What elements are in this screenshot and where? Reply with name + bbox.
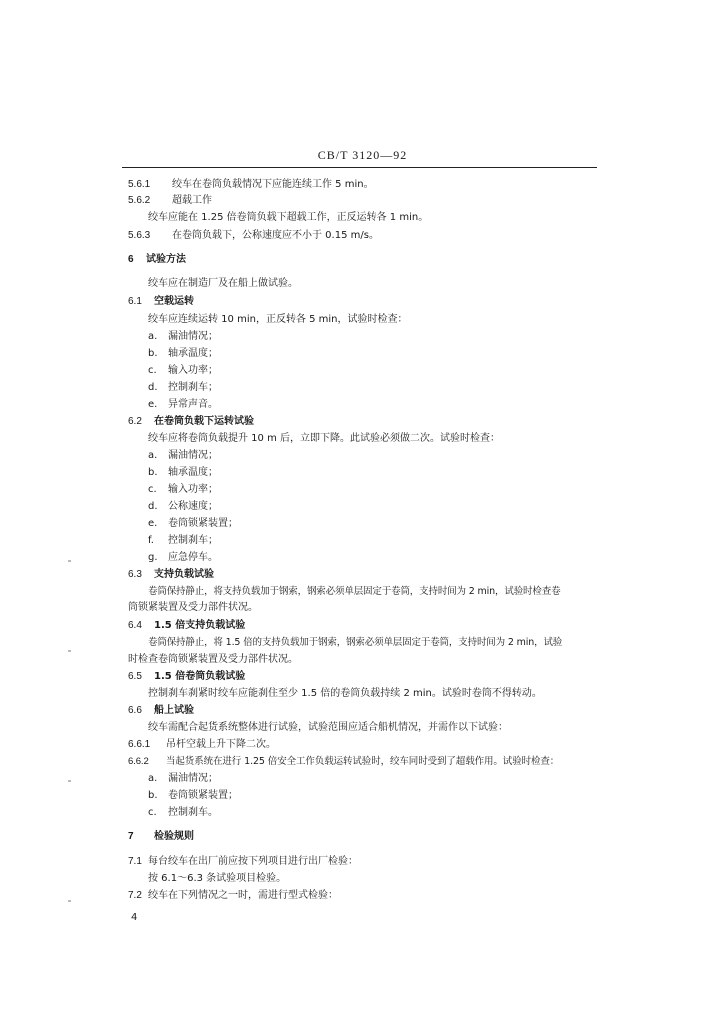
clause-6-2-body: 绞车应将卷筒负载提升 10 m 后，立即下降。此试验必须做二次。试验时检查：	[148, 433, 501, 444]
clause-title: 1.5 倍支持负载试验	[154, 620, 246, 631]
list-item: f. 控制刹车；	[148, 535, 218, 546]
list-item: a. 漏油情况；	[148, 773, 218, 784]
clause-title: 空载运转	[154, 296, 194, 307]
clause-title: 支持负载试验	[154, 569, 214, 580]
clause-6-3-heading	[128, 568, 214, 582]
list-item: a. 漏油情况；	[148, 450, 218, 461]
clause-number: 6.6.2	[128, 756, 149, 767]
list-item: e. 卷筒锁紧装置；	[148, 518, 238, 529]
page-number: 4	[131, 912, 138, 923]
clause-5-6-1	[128, 178, 374, 192]
clause-6-3-line-2: 筒锁紧装置及受力部件状况。	[128, 602, 258, 613]
clause-text: 吊杆空载上升下降二次。	[166, 739, 276, 750]
header-rule	[122, 167, 597, 168]
clause-text: 在卷筒负载下，公称速度应不小于 0.15 m/s。	[172, 230, 379, 241]
section-6-heading	[128, 253, 186, 267]
clause-number: 7.2	[128, 890, 142, 901]
clause-6-5-heading	[128, 670, 245, 684]
standard-header: CB/T 3120—92	[317, 148, 408, 162]
list-item: d. 控制刹车；	[148, 382, 218, 393]
clause-6-5-body: 控制刹车刹紧时绞车应能刹住至少 1.5 倍的卷筒负载持续 2 min。试验时卷筒不得转动。	[148, 688, 542, 699]
clause-number: 6.1	[128, 296, 142, 307]
scan-speck	[68, 650, 71, 652]
clause-number: 6.4	[128, 620, 142, 631]
clause-6-4-line-2: 时检查卷筒锁紧装置及受力部件状况。	[128, 654, 298, 665]
section-title: 试验方法	[146, 254, 186, 265]
list-item: g. 应急停车。	[148, 552, 218, 563]
clause-number: 6.5	[128, 671, 142, 682]
list-item: b. 轴承温度；	[148, 348, 218, 359]
list-item: e. 异常声音。	[148, 399, 218, 410]
list-item: c. 输入功率；	[148, 365, 218, 376]
list-item: b. 轴承温度；	[148, 467, 218, 478]
section-number: 6	[128, 254, 134, 265]
section-6-body: 绞车应在制造厂及在船上做试验。	[148, 278, 298, 289]
clause-6-6-1	[128, 738, 276, 752]
clause-7-1	[128, 855, 358, 869]
list-item: b. 卷筒锁紧装置；	[148, 790, 238, 801]
clause-title: 船上试验	[154, 705, 194, 716]
section-7-heading	[128, 830, 194, 844]
section-title: 检验规则	[154, 831, 194, 842]
clause-5-6-2-body: 绞车应能在 1.25 倍卷筒负载下超载工作，正反运转各 1 min。	[148, 212, 429, 223]
clause-6-6-heading	[128, 704, 194, 718]
clause-number: 5.6.2	[128, 195, 151, 206]
clause-6-6-body: 绞车需配合起货系统整体进行试验，试验范围应适合船机情况，并需作以下试验：	[148, 722, 508, 733]
clause-6-2-heading	[128, 415, 254, 429]
scan-speck	[68, 900, 71, 902]
section-number: 7	[128, 831, 134, 842]
clause-title: 超载工作	[172, 195, 212, 206]
clause-number: 6.6	[128, 705, 142, 716]
clause-6-4-heading	[128, 619, 245, 633]
clause-number: 5.6.3	[128, 230, 151, 241]
clause-text: 当起货系统在进行 1.25 倍安全工作负载运转试验时，绞车同时受到了超载作用。试验时检查：	[166, 756, 560, 767]
clause-number: 6.2	[128, 416, 142, 427]
clause-5-6-2	[128, 194, 212, 208]
clause-text: 绞车在下列情况之一时，需进行型式检验：	[148, 890, 338, 901]
list-item: d. 公称速度；	[148, 501, 218, 512]
clause-6-3-line-1: 卷筒保持静止，将支持负载加于钢索，钢索必须单层固定于卷筒，支持时间为 2 min，试验时检查卷	[148, 586, 561, 597]
list-item: c. 输入功率；	[148, 484, 218, 495]
clause-5-6-3	[128, 229, 379, 243]
scan-speck	[68, 780, 71, 782]
clause-number: 6.3	[128, 569, 142, 580]
clause-text: 每台绞车在出厂前应按下列项目进行出厂检验：	[148, 856, 358, 867]
clause-number: 6.6.1	[128, 739, 151, 750]
clause-number: 5.6.1	[128, 179, 151, 190]
clause-7-2	[128, 889, 338, 903]
list-item: c. 控制刹车。	[148, 807, 218, 818]
scan-speck	[68, 560, 71, 562]
clause-title: 1.5 倍卷筒负载试验	[154, 671, 246, 682]
clause-6-1-body: 绞车应连续运转 10 min，正反转各 5 min，试验时检查：	[148, 314, 408, 325]
clause-7-1-body: 按 6.1～6.3 条试验项目检验。	[148, 873, 287, 884]
clause-number: 7.1	[128, 856, 142, 867]
clause-6-6-2	[128, 755, 559, 769]
clause-title: 在卷筒负载下运转试验	[154, 416, 254, 427]
clause-6-1-heading	[128, 295, 194, 309]
clause-text: 绞车在卷筒负载情况下应能连续工作 5 min。	[172, 179, 374, 190]
clause-6-4-line-1: 卷筒保持静止，将 1.5 倍的支持负载加于钢索，钢索必须单层固定于卷筒，支持时间为 2 min，试验	[148, 637, 563, 648]
list-item: a. 漏油情况；	[148, 331, 218, 342]
